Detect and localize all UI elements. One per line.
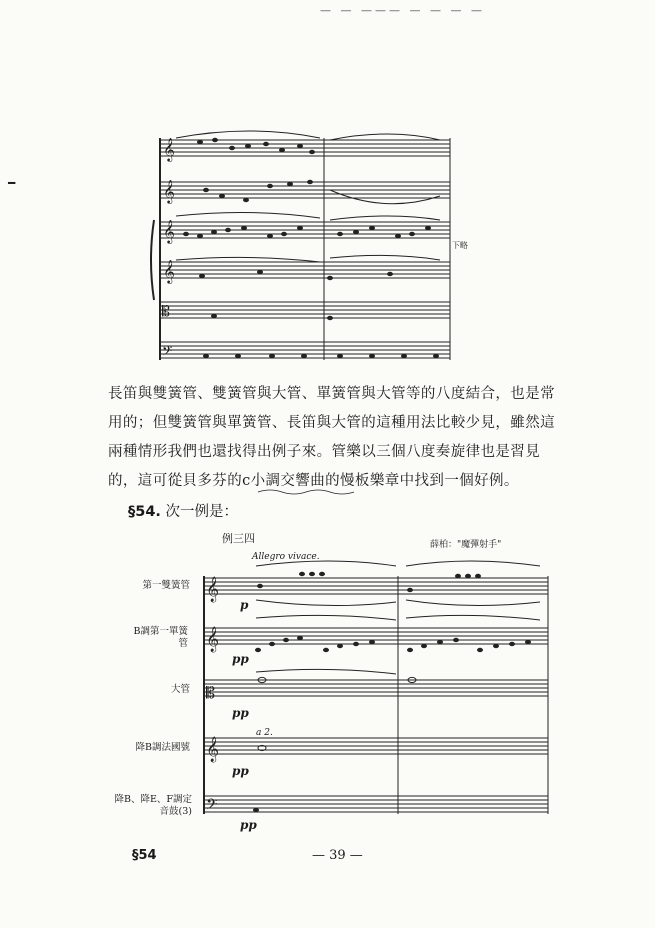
upper-clefs	[162, 137, 175, 362]
example-source: 薛柏："魔彈射手"	[430, 540, 502, 550]
svg-text:𝄞: 𝄞	[163, 259, 175, 283]
small-mark: 下略	[452, 241, 468, 250]
svg-text:𝄡: 𝄡	[206, 683, 215, 702]
margin-mark: ━	[8, 176, 16, 190]
upper-notes	[183, 138, 439, 358]
a2-marking: a 2.	[256, 728, 273, 738]
svg-text:𝄢: 𝄢	[206, 796, 218, 817]
section-heading	[128, 500, 238, 521]
staff-lines	[160, 140, 450, 358]
page-number: — 39 —	[312, 848, 363, 863]
dynamic-marking: pp	[232, 652, 249, 666]
dynamic-marking: pp	[232, 706, 249, 720]
dynamic-marking: pp	[240, 818, 257, 832]
footer-section: §54	[132, 848, 157, 863]
svg-text:𝄞: 𝄞	[206, 737, 220, 762]
body-paragraph	[108, 380, 588, 496]
svg-text:𝄢: 𝄢	[162, 343, 173, 362]
paragraph-line: 兩種情形我們也還找得出例子來。管樂以三個八度奏旋律也是習見	[108, 444, 541, 460]
example-label: 例三四	[222, 532, 255, 545]
paragraph-line: 的，這可從貝多芬的c小調交響曲的慢板樂章中找到一個好例。	[108, 473, 519, 489]
paragraph-line: 長笛與雙簧管、雙簧管與大管、單簧管與大管等的八度結合，也是常	[108, 386, 555, 402]
section-text: 次一例是：	[165, 504, 239, 520]
instrument-label: B調第一單簧管	[133, 626, 188, 649]
svg-text:𝄡: 𝄡	[162, 304, 170, 320]
tempo-marking: Allegro vivace.	[252, 552, 320, 562]
svg-text:𝄞: 𝄞	[206, 577, 220, 602]
svg-text:𝄞: 𝄞	[206, 627, 220, 652]
svg-text:𝄞: 𝄞	[163, 137, 175, 161]
lower-score	[204, 561, 548, 814]
dynamic-marking: pp	[232, 764, 249, 778]
instrument-label: 降B調法國號	[135, 742, 190, 753]
upper-score	[151, 131, 450, 360]
instrument-label: 大管	[170, 684, 190, 695]
paragraph-line: 用的；但雙簧管與單簧管、長笛與大管的這種用法比較少見，雖然這	[108, 415, 555, 431]
header-marks: — — ——— — — — —	[320, 4, 485, 17]
dynamic-marking: p	[240, 598, 249, 612]
svg-text:𝄞: 𝄞	[163, 179, 175, 203]
svg-text:𝄞: 𝄞	[163, 219, 175, 243]
instrument-label: 第一雙簧管	[142, 580, 190, 591]
section-number: §54.	[128, 504, 161, 520]
instrument-label: 降B、降E、F調定音鼓(3)	[114, 794, 192, 817]
